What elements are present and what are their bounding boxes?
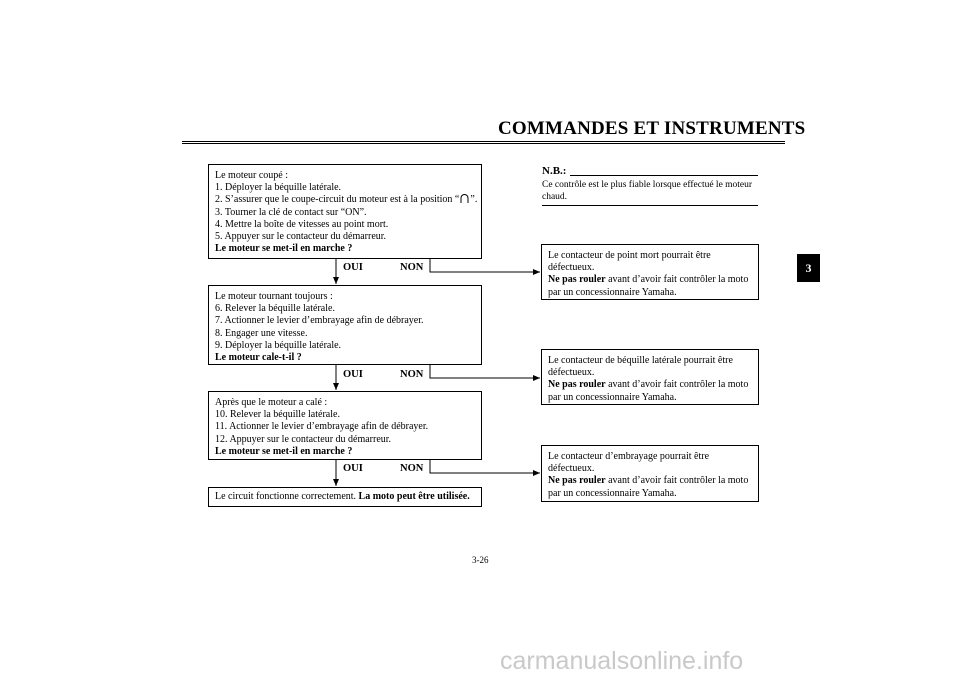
step2-line: Le moteur tournant toujours : [215,291,333,302]
step3-question: Le moteur se met-il en marche ? [215,445,353,457]
step-box-2 [208,285,482,365]
watermark: carmanualsonline.info [500,647,744,675]
note-bottom-rule [542,205,758,206]
step2-line: 7. Actionner le levier d’embrayage afin de débrayer. [215,315,424,327]
no-label-3: NON [400,463,424,474]
step1-line: 1. Déployer la béquille latérale. [215,182,342,194]
yes-label-2: OUI [343,369,363,380]
step1-line: 4. Mettre la boîte de vitesses au point mort. [215,218,389,230]
final-text: Le circuit fonctionne correctement. [215,491,357,502]
step3-line: Après que le moteur a calé : [215,397,328,408]
no-label-1: NON [400,262,424,273]
step1-line: Le moteur coupé : [215,170,289,181]
step3-line: 10. Relever la béquille latérale. [215,409,340,421]
no-arrow-1 [430,259,540,272]
no-label-2: NON [400,369,424,380]
page-title: COMMANDES ET INSTRUMENTS [498,118,806,139]
outcome-box-2: Le contacteur de béquille latérale pourrait être défectueux. Ne pas rouler avant d’avoir fait contrôler la moto par un concessionnaire Yamaha. [541,349,759,405]
chapter-tab: 3 [797,254,820,282]
no-arrow-2 [430,365,540,378]
step2-line: 9. Déployer la béquille latérale. [215,339,342,351]
step-box-3 [208,391,482,460]
note-title: N.B.: [542,165,567,177]
note-title-rule [570,175,758,176]
step2-question: Le moteur cale-t-il ? [215,352,302,364]
yes-label-3: OUI [343,463,363,474]
step3-line: 11. Actionner le levier d’embrayage afin de débrayer. [215,421,429,433]
step3-line: 12. Appuyer sur le contacteur du démarreur. [215,433,392,445]
outcome-box-1: Le contacteur de point mort pourrait être défectueux. Ne pas rouler avant d’avoir fait contrôler la moto par un concessionnaire Yamaha. [541,244,759,300]
yes-label-1: OUI [343,262,363,273]
final-bold: La moto peut être utilisée. [358,491,470,502]
note-text: Ce contrôle est le plus fiable lorsque effectué le moteur chaud. [542,180,753,202]
step1-line-switch: 2. S’assurer que le coupe-circuit du moteur est à la position “ ”. [215,194,478,206]
outcome-box-3: Le contacteur d’embrayage pourrait être défectueux. Ne pas rouler avant d’avoir fait contrôler la moto par un concessionnaire Yamaha. [541,445,759,502]
page-number: 3-26 [472,555,489,565]
step1-question: Le moteur se met-il en marche ? [215,243,353,255]
final-box [208,487,482,507]
no-arrow-3 [430,460,540,473]
step2-line: 6. Relever la béquille latérale. [215,303,335,315]
step1-line: 5. Appuyer sur le contacteur du démarreur. [215,231,387,243]
step-box-1 [208,164,482,259]
step1-line: 3. Tourner la clé de contact sur “ON”. [215,206,367,218]
step2-line: 8. Engager une vitesse. [215,327,308,339]
engine-run-icon [459,194,470,203]
